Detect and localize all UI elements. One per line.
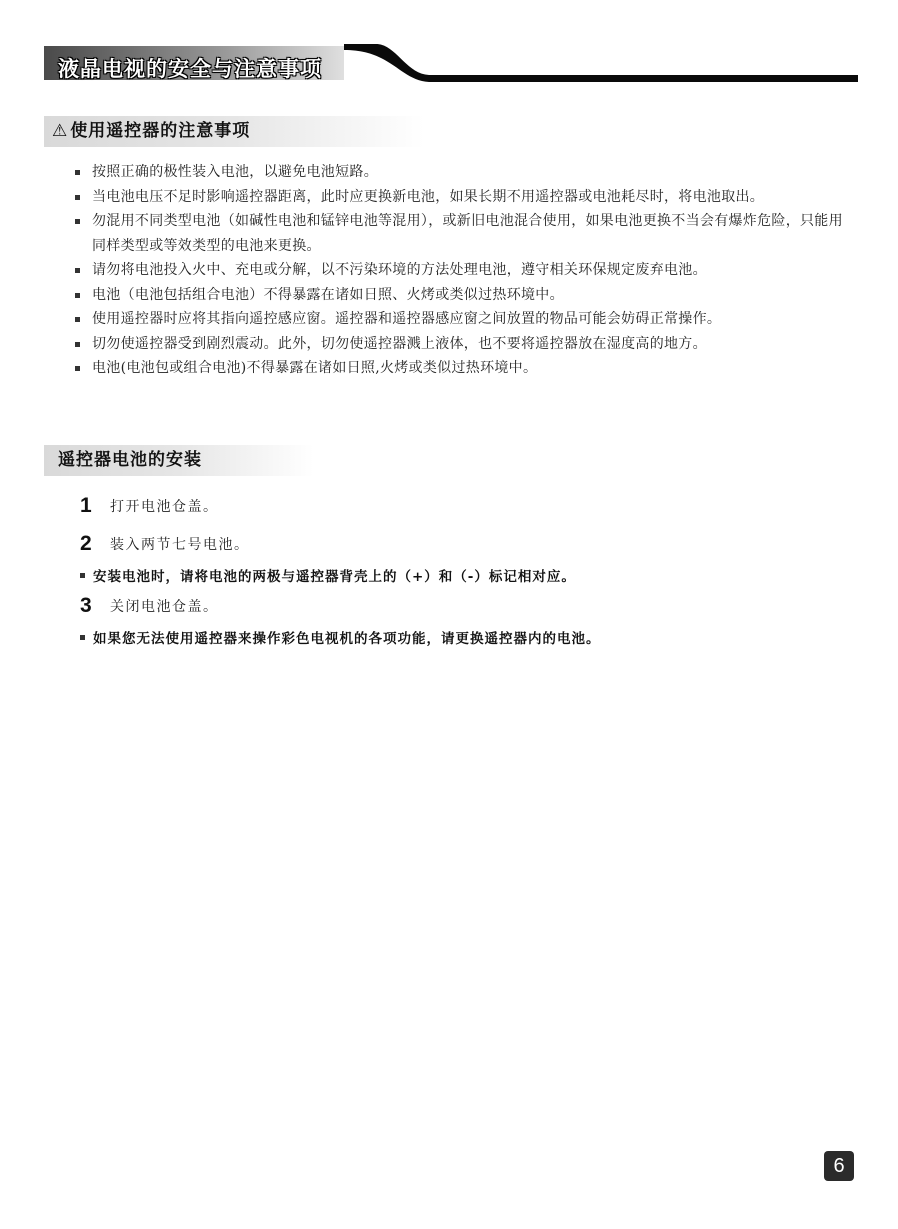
square-bullet-icon [80,573,85,578]
section-title: 遥控器电池的安装 [58,450,202,470]
list-item: 电池(电池包或组合电池)不得暴露在诸如日照,火烤或类似过热环境中。 [74,356,846,381]
square-bullet-icon [75,219,80,224]
warning-triangle-icon: ⚠ [52,121,69,141]
square-bullet-icon [75,317,80,322]
install-step-3 [80,594,219,618]
remote-notes-list [74,160,846,381]
page-number: 6 [824,1151,854,1181]
section-title: 使用遥控器的注意事项 [70,121,251,141]
square-bullet-icon [80,635,85,640]
square-bullet-icon [75,342,80,347]
step-number: 2 [80,532,92,555]
square-bullet-icon [75,366,80,371]
section-heading-battery-install [44,445,314,476]
step-text: 关闭电池仓盖。 [110,599,219,615]
list-item: 按照正确的极性装入电池，以避免电池短路。 [74,160,846,185]
list-item: 请勿将电池投入火中、充电或分解，以不污染环境的方法处理电池，遵守相关环保规定废弃电池。 [74,258,846,283]
step-number: 3 [80,594,92,617]
square-bullet-icon [75,195,80,200]
section-heading-remote-notes [44,116,424,147]
step-number: 1 [80,494,92,517]
page-header [44,44,858,84]
list-item: 当电池电压不足时影响遥控器距离，此时应更换新电池，如果长期不用遥控器或电池耗尽时，将电池取出。 [74,185,846,210]
install-step-2 [80,532,250,556]
install-note-polarity: 安装电池时，请将电池的两极与遥控器背壳上的（+）和（-）标记相对应。 [80,565,576,585]
list-item: 切勿使遥控器受到剧烈震动。此外，切勿使遥控器溅上液体，也不要将遥控器放在湿度高的地方。 [74,332,846,357]
square-bullet-icon [75,268,80,273]
square-bullet-icon [75,293,80,298]
step-text: 打开电池仓盖。 [110,499,219,515]
install-step-1 [80,494,219,518]
step-text: 装入两节七号电池。 [110,537,250,553]
square-bullet-icon [75,170,80,175]
list-item: 勿混用不同类型电池（如碱性电池和锰锌电池等混用），或新旧电池混合使用，如果电池更换不当会有爆炸危险，只能用同样类型或等效类型的电池来更换。 [74,209,846,258]
install-note-replace: 如果您无法使用遥控器来操作彩色电视机的各项功能，请更换遥控器内的电池。 [80,627,601,647]
page-title: 液晶电视的安全与注意事项 [58,57,322,81]
list-item: 使用遥控器时应将其指向遥控感应窗。遥控器和遥控器感应窗之间放置的物品可能会妨碍正常操作。 [74,307,846,332]
list-item: 电池（电池包括组合电池）不得暴露在诸如日照、火烤或类似过热环境中。 [74,283,846,308]
